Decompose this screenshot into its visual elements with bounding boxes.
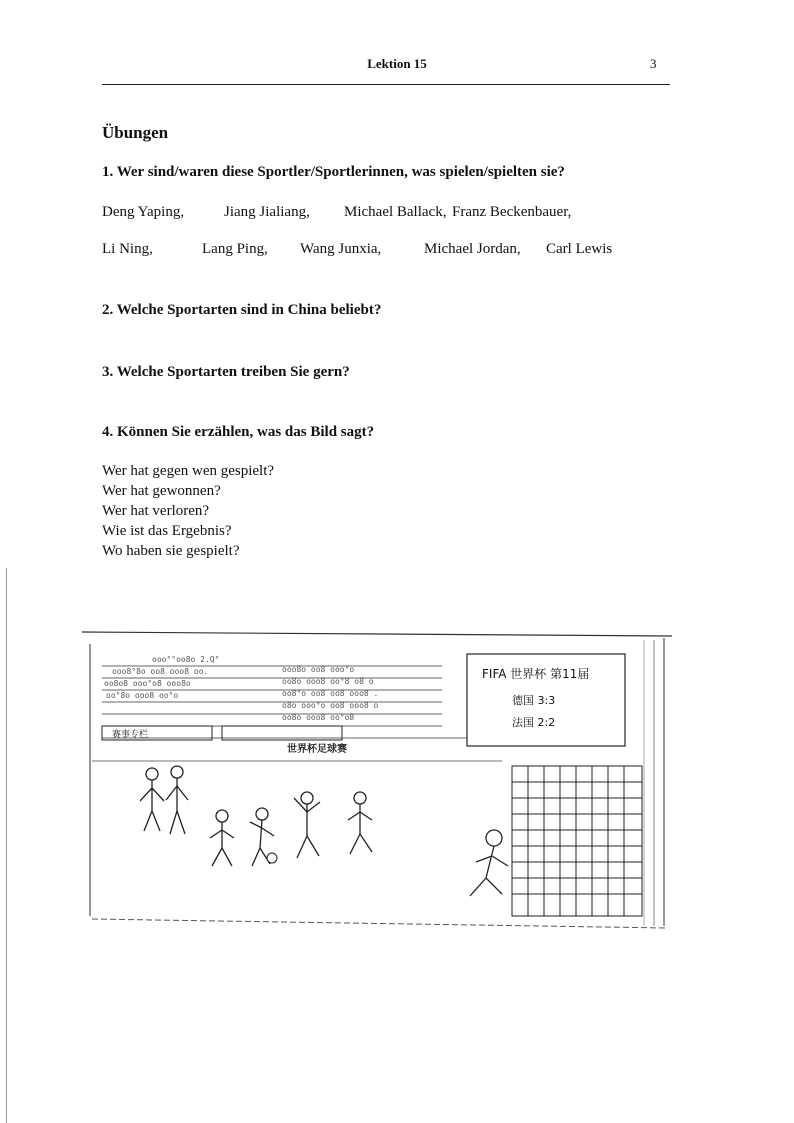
question-2: 2. Welche Sportarten sind in China beliebt? xyxy=(102,302,382,318)
svg-text:oo8o ooo8 oo°o8: oo8o ooo8 oo°o8 xyxy=(282,713,355,722)
prompt-line: Wer hat verloren? xyxy=(102,503,210,519)
name-item: Li Ning, xyxy=(102,241,153,257)
name-item: Michael Ballack, xyxy=(344,204,447,220)
football-match-illustration xyxy=(82,626,672,931)
name-item: Carl Lewis xyxy=(546,241,613,257)
question-4: 4. Können Sie erzählen, was das Bild sagt? xyxy=(102,424,375,440)
svg-text:oo°8o ooo8 oo°o: oo°8o ooo8 oo°o xyxy=(106,691,179,700)
svg-text:ooo°°oo8o 2.Q°: ooo°°oo8o 2.Q° xyxy=(152,655,220,664)
scoreboard-line-1: FIFA 世界杯 第11届 xyxy=(482,667,590,681)
player-figure xyxy=(210,810,234,866)
names-row-1 xyxy=(102,204,670,224)
football-ball xyxy=(267,853,277,863)
svg-text:ooo8°8o oo8 ooo8 oo.: ooo8°8o oo8 ooo8 oo. xyxy=(112,667,209,676)
page-header-title: Lektion 15 xyxy=(367,56,427,71)
name-item: Michael Jordan, xyxy=(424,241,521,257)
goalkeeper-figure xyxy=(470,830,508,896)
prompt-line: Wie ist das Ergebnis? xyxy=(102,523,232,539)
svg-text:oo8o8 ooo°o8 ooo8o: oo8o8 ooo°o8 ooo8o xyxy=(104,679,191,688)
svg-text:oo8°o oo8 oo8 ooo8 .: oo8°o oo8 oo8 ooo8 . xyxy=(282,689,379,698)
goal-net xyxy=(512,766,642,916)
question-1: 1. Wer sind/waren diese Sportler/Sportlerinnen, was spielen/spielten sie? xyxy=(102,164,565,180)
scoreboard-line-3: 法国 2:2 xyxy=(512,716,556,729)
prompt-line: Wo haben sie gespielt? xyxy=(102,543,240,559)
player-figure xyxy=(140,768,164,831)
name-item: Lang Ping, xyxy=(202,241,268,257)
scan-margin-line xyxy=(6,568,7,1123)
name-item: Jiang Jialiang, xyxy=(224,204,310,220)
prompt-line: Wer hat gewonnen? xyxy=(102,483,221,499)
svg-text:oo8o ooo8 oo°8 o8 o: oo8o ooo8 oo°8 o8 o xyxy=(282,677,374,686)
page-number: 3 xyxy=(650,56,657,71)
names-row-2 xyxy=(102,241,670,261)
name-item: Wang Junxia, xyxy=(300,241,382,257)
question-3: 3. Welche Sportarten treiben Sie gern? xyxy=(102,364,350,380)
svg-text:o8o ooo°o oo8 ooo8 o: o8o ooo°o oo8 ooo8 o xyxy=(282,701,379,710)
ad-board: 赛事专栏 xyxy=(112,730,149,740)
name-item: Deng Yaping, xyxy=(102,204,185,220)
section-heading: Übungen xyxy=(102,123,169,142)
player-figure xyxy=(348,792,372,854)
prompt-line: Wer hat gegen wen gespielt? xyxy=(102,463,275,479)
stadium-banner: 世界杯足球赛 xyxy=(287,744,347,755)
scoreboard-line-2: 德国 3:3 xyxy=(512,694,556,707)
svg-text:ooo8o oo8 ooo°o: ooo8o oo8 ooo°o xyxy=(282,665,355,674)
header-divider xyxy=(102,84,670,85)
player-figure xyxy=(166,766,188,834)
player-figure xyxy=(294,792,320,858)
name-item: Franz Beckenbauer, xyxy=(452,204,572,220)
